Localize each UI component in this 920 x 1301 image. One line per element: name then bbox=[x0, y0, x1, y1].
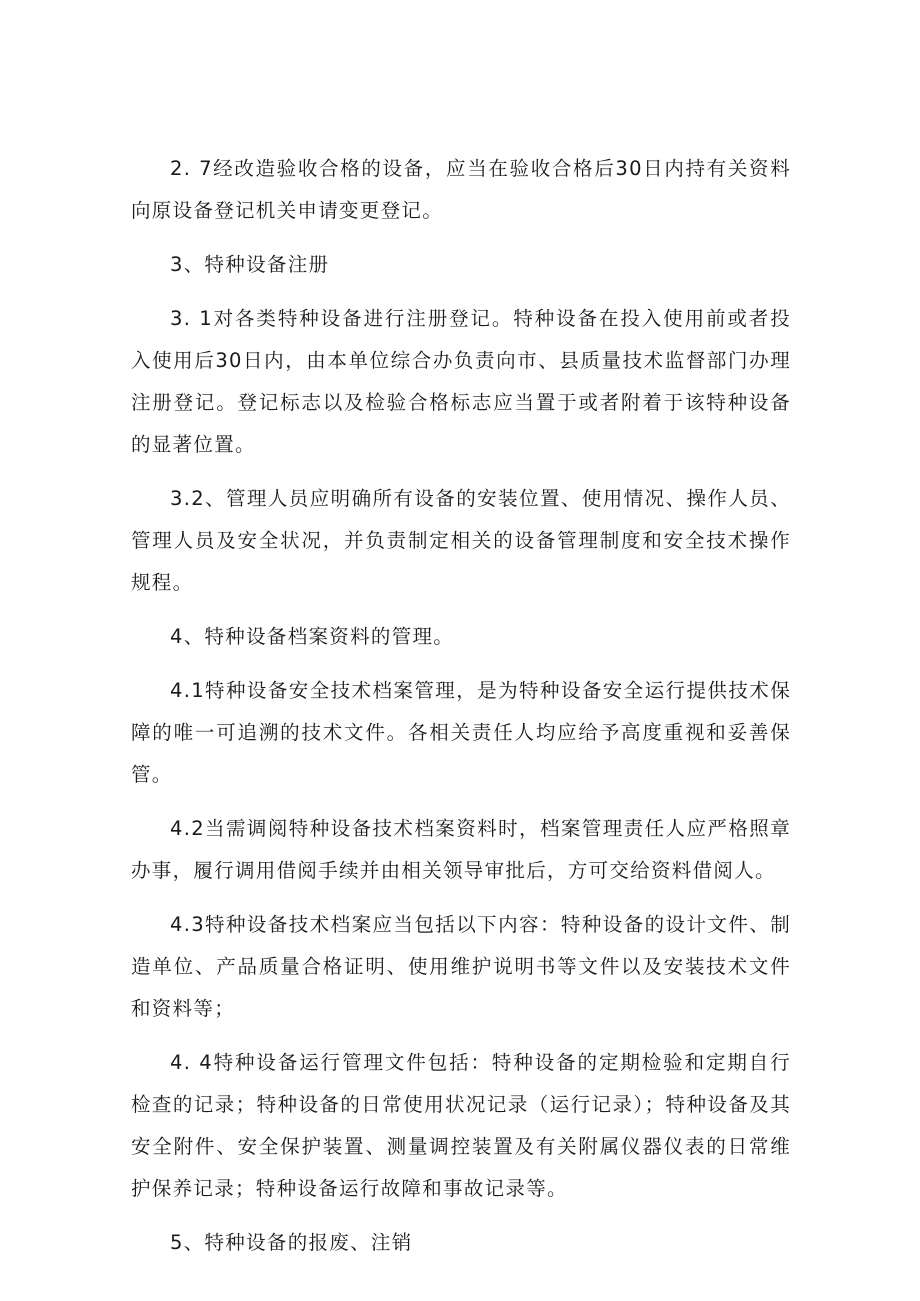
heading-section-5: 5、特种设备的报废、注销 bbox=[170, 1231, 413, 1254]
paragraph-3-2: 3.2、管理人员应明确所有设备的安装位置、使用情况、操作人员、管理人员及安全状况，并负责制定相关的设备管理制度和安全技术操作规程。 bbox=[131, 487, 791, 594]
heading-section-4: 4、特种设备档案资料的管理。 bbox=[170, 625, 455, 648]
paragraph-3-1: 3. 1对各类特种设备进行注册登记。特种设备在投入使用前或者投入使用后30日内，由本单位综合办负责向市、县质量技术监督部门办理注册登记。登记标志以及检验合格标志应当置于或者附着于该特种设备的显著位置。 bbox=[131, 307, 791, 456]
paragraph-4-2: 4.2当需调阅特种设备技术档案资料时，档案管理责任人应严格照章办事，履行调用借阅手续并由相关领导审批后，方可交给资料借阅人。 bbox=[131, 817, 791, 882]
heading-section-3: 3、特种设备注册 bbox=[170, 253, 330, 276]
paragraph-4-4: 4. 4特种设备运行管理文件包括：特种设备的定期检验和定期自行检查的记录；特种设备的日常使用状况记录（运行记录）；特种设备及其安全附件、安全保护装置、测量调控装置及有关附属仪器仪表的日常维护保养记录；特种设备运行故障和事故记录等。 bbox=[131, 1051, 791, 1200]
paragraph-4-1: 4.1特种设备安全技术档案管理，是为特种设备安全运行提供技术保障的唯一可追溯的技术文件。各相关责任人均应给予高度重视和妥善保管。 bbox=[131, 679, 791, 786]
paragraph-2-7: 2. 7经改造验收合格的设备，应当在验收合格后30日内持有关资料向原设备登记机关申请变更登记。 bbox=[131, 157, 791, 222]
paragraph-4-3: 4.3特种设备技术档案应当包括以下内容：特种设备的设计文件、制造单位、产品质量合格证明、使用维护说明书等文件以及安装技术文件和资料等； bbox=[131, 913, 791, 1020]
document-body bbox=[131, 148, 791, 1276]
